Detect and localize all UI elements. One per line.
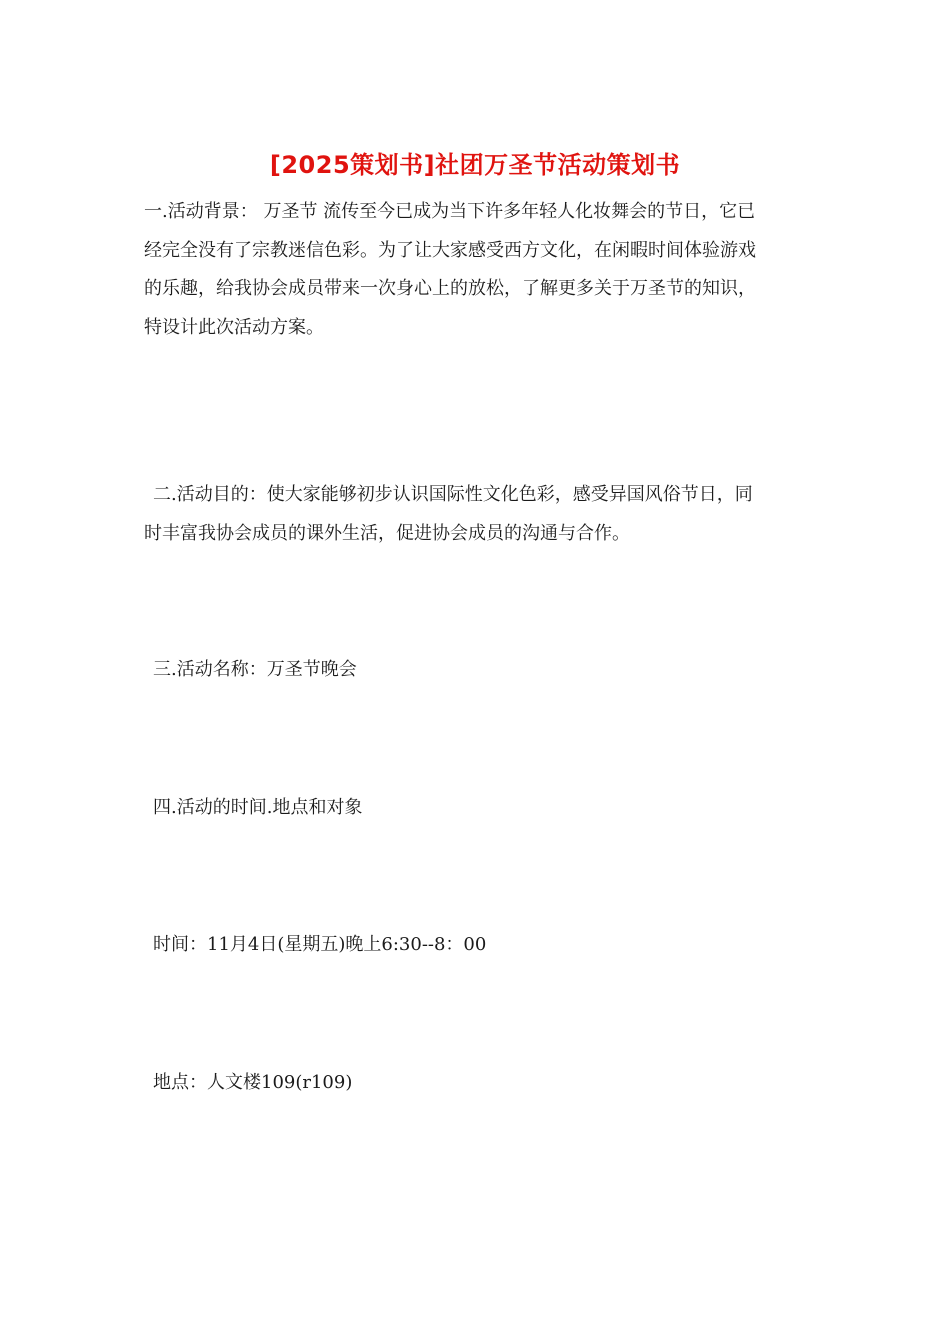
background-line-3: 的乐趣，给我协会成员带来一次身心上的放松，了解更多关于万圣节的知识， [144, 278, 756, 299]
activity-name-text: 三.活动名称：万圣节晚会 [153, 659, 357, 680]
purpose-line-2: 时丰富我协会成员的课外生活，促进协会成员的沟通与合作。 [144, 522, 630, 544]
section-purpose [144, 476, 808, 553]
document-title: [2025策划书]社团万圣节活动策划书 [269, 151, 681, 179]
section-time-place-heading [144, 789, 808, 828]
section-time [144, 926, 808, 965]
section-activity-name [144, 651, 808, 690]
background-line-4: 特设计此次活动方案。 [144, 316, 324, 338]
section-place [144, 1064, 808, 1103]
time-place-heading-text: 四.活动的时间.地点和对象 [153, 797, 363, 818]
place-text: 地点：人文楼109(r109) [153, 1072, 353, 1093]
section-background [144, 193, 808, 347]
background-line-1: 一.活动背景： 万圣节 流传至今已成为当下许多年轻人化妆舞会的节日，它已 [144, 201, 756, 222]
time-text: 时间：11月4日(星期五)晚上6:30--8：00 [153, 934, 487, 955]
purpose-line-1: 二.活动目的：使大家能够初步认识国际性文化色彩，感受异国风俗节日，同 [153, 484, 753, 505]
background-line-2: 经完全没有了宗教迷信色彩。为了让大家感受西方文化，在闲暇时间体验游戏 [144, 239, 756, 261]
